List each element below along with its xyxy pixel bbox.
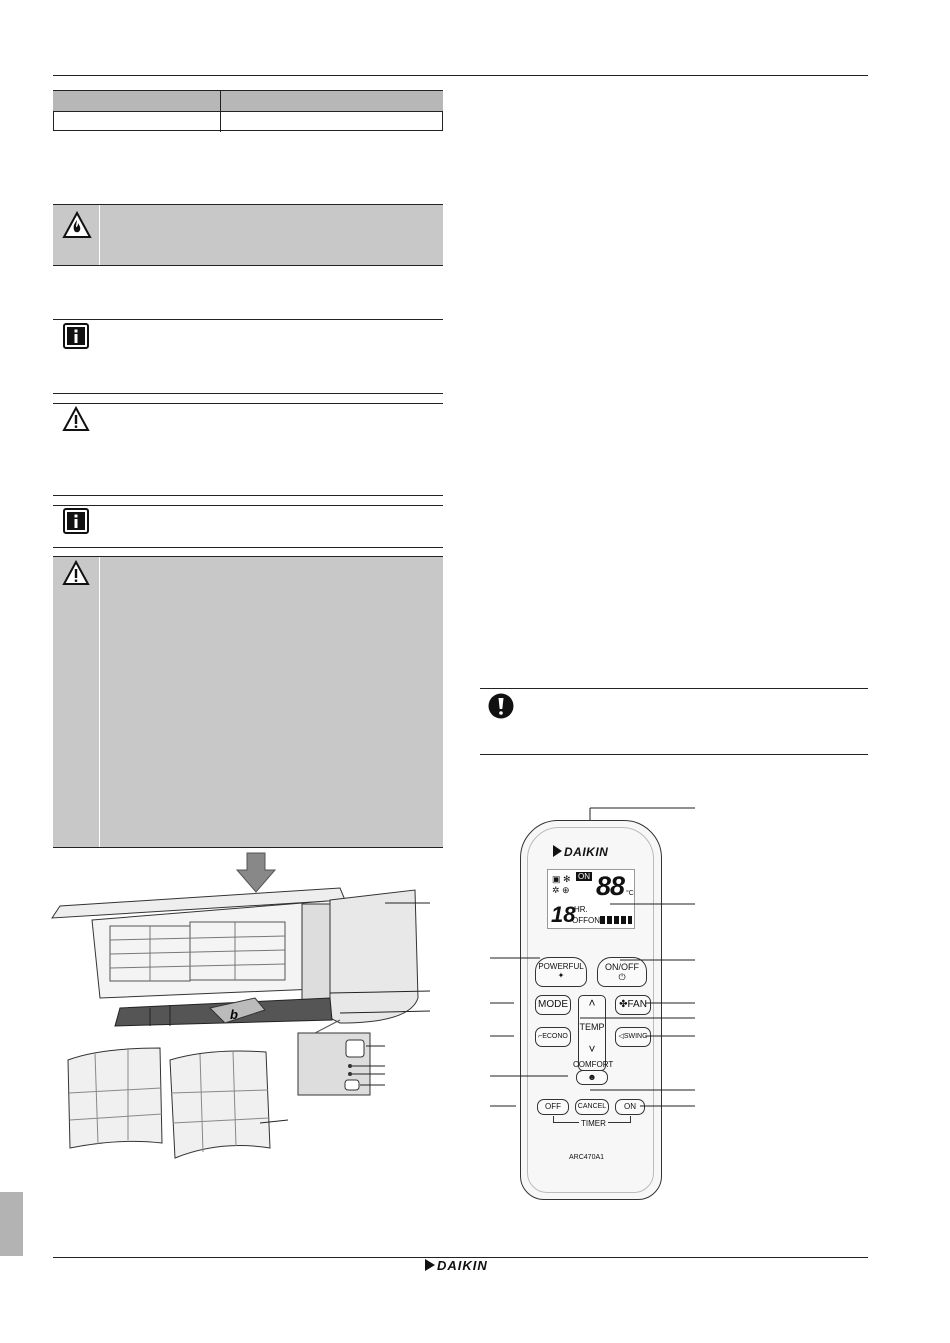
swing-icon: ◁ (618, 1033, 624, 1040)
powerful-icon: ✦ (557, 971, 565, 980)
timer-on-button-label: ON (624, 1102, 636, 1111)
notice-icon-column (99, 205, 100, 265)
svg-text:b: b (230, 1007, 238, 1022)
caution-box-1-bottom (53, 495, 443, 496)
timer-off-button-label: OFF (545, 1102, 561, 1111)
caution-triangle-icon (62, 560, 90, 586)
flammable-notice-box (53, 204, 443, 266)
flammable-warning-icon (62, 211, 92, 241)
spec-table-header (53, 90, 443, 112)
temp-up-icon[interactable]: ˄ (588, 996, 596, 1010)
remote-logo-text: DAIKIN (564, 845, 609, 859)
warning-box-large (53, 556, 443, 848)
info-box-2-top (53, 505, 443, 506)
mode-button-label: MODE (538, 999, 568, 1010)
caution-box-1-top (53, 403, 443, 404)
notice-box-bottom (480, 754, 868, 755)
indoor-unit-illustration (40, 848, 440, 1178)
temp-button-label: TEMP (579, 1022, 605, 1032)
footer-logo (425, 1258, 488, 1273)
info-box-1-top (53, 319, 443, 320)
fan-icon: ✤ (619, 999, 628, 1010)
page-side-tab (0, 1192, 23, 1256)
econo-icon: ⌐ (538, 1033, 543, 1040)
info-box-2-bottom (53, 547, 443, 548)
lcd-hr-label: HR. (574, 905, 588, 914)
temp-down-icon[interactable]: ˅ (588, 1042, 596, 1056)
lcd-temp-unit: °C (626, 890, 634, 897)
onoff-button-label: ON/OFF (605, 962, 639, 972)
lcd-mode-icons: ▣ ✻ ✲ ⊕ (552, 874, 571, 895)
notice-box-top (480, 688, 868, 689)
info-icon (63, 323, 89, 349)
lcd-on-badge: ON (578, 872, 590, 881)
lcd-timer-digits: 18 (551, 902, 576, 927)
notice-icon-column (99, 557, 100, 847)
powerful-button-label: POWERFUL (538, 962, 584, 971)
spec-table-row (53, 111, 443, 131)
exclamation-notice-icon (487, 692, 515, 720)
comfort-icon: ☻ (587, 1072, 597, 1082)
timer-cancel-button-label: CANCEL (577, 1103, 607, 1110)
comfort-label: COMFORT (573, 1060, 614, 1069)
footer-logo-text: DAIKIN (437, 1258, 488, 1273)
lcd-offon-label: OFFON (572, 916, 600, 925)
swing-button-label: SWING (623, 1033, 648, 1040)
info-icon (63, 508, 89, 534)
econo-button-label: ECONO (542, 1033, 568, 1040)
fan-button-label: FAN (627, 999, 647, 1010)
remote-model-label: ARC470A1 (569, 1154, 605, 1161)
timer-label: TIMER (581, 1119, 606, 1128)
footer-logo-mark (425, 1259, 435, 1271)
lcd-temp-digits: 88 (596, 871, 625, 901)
caution-triangle-icon (62, 406, 90, 432)
power-icon: ⏻ (618, 972, 626, 982)
remote-callout-lines (480, 800, 710, 1120)
header-rule (53, 75, 868, 76)
spec-table (53, 90, 443, 132)
info-box-1-bottom (53, 393, 443, 394)
